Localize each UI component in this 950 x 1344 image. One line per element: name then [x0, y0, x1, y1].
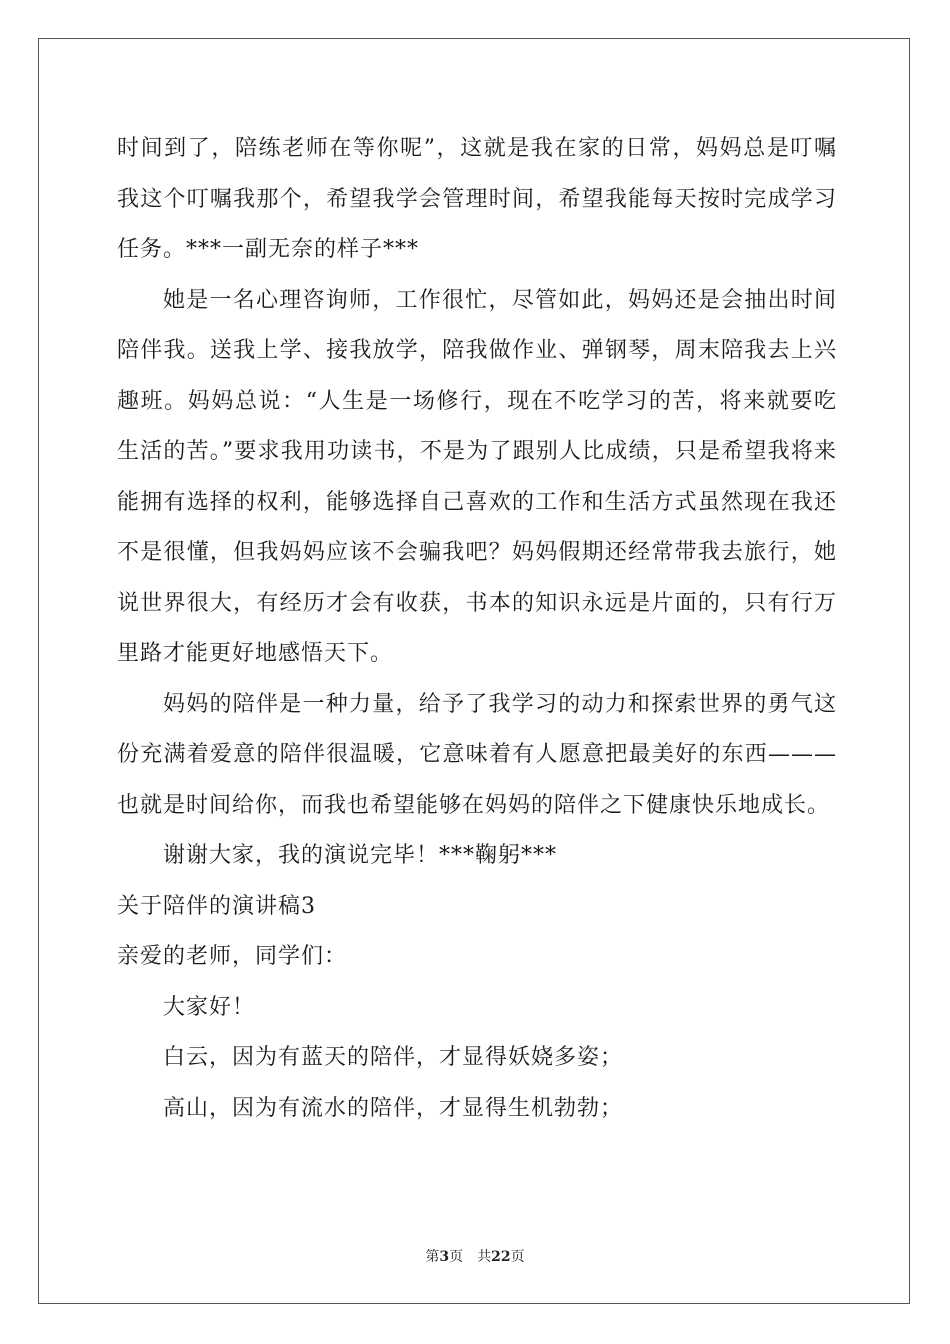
page-prefix: 第	[425, 1249, 440, 1265]
paragraph-mountains: 高山，因为有流水的陪伴，才显得生机勃勃；	[163, 1095, 624, 1121]
page-unit: 页	[449, 1249, 464, 1265]
greeting: 大家好！	[163, 994, 256, 1020]
paragraph-continued: 时间到了，陪练老师在等你呢”，这就是我在家的日常，妈妈总是叮嘱我这个叮嘱我那个，希望我学会管理时间，希望我能每天按时完成学习任务。***一副无奈的样子***	[117, 136, 837, 262]
page-footer	[0, 1246, 950, 1266]
paragraph-mother-work: 她是一名心理咨询师，工作很忙，尽管如此，妈妈还是会抽出时间陪伴我。送我上学、接我放学，陪我做作业、弹钢琴，周末陪我去上兴趣班。妈妈总说：“人生是一场修行，现在不吃学习的苦，将来就要吃生活的苦。”要求我用功读书，不是为了跟别人比成绩，只是希望我将来能拥有选择的权利，能够选择自己喜欢的工作和生活方式虽然现在我还不是很懂，但我妈妈应该不会骗我吧？妈妈假期还经常带我去旅行，她说世界很大，有经历才会有收获，书本的知识永远是片面的，只有行万里路才能更好地感悟天下。	[117, 287, 837, 666]
paragraph-clouds: 白云，因为有蓝天的陪伴，才显得妖娆多姿；	[163, 1045, 624, 1070]
total-unit: 页	[510, 1249, 525, 1265]
document-body	[117, 124, 837, 1134]
paragraph-companionship-power: 妈妈的陪伴是一种力量，给予了我学习的动力和探索世界的勇气这份充满着爱意的陪伴很温暖，它意味着有人愿意把最美好的东西———也就是时间给你，而我也希望能够在妈妈的陪伴之下健康快乐地成长。	[117, 691, 837, 818]
total-prefix: 共	[477, 1249, 492, 1265]
current-page-number: 3	[439, 1249, 450, 1265]
paragraph-closing-thanks: 谢谢大家，我的演说完毕！***鞠躬***	[163, 843, 558, 868]
total-page-count: 22	[491, 1249, 511, 1265]
salutation: 亲爱的老师，同学们：	[117, 944, 348, 969]
section-heading: 关于陪伴的演讲稿3	[117, 893, 316, 919]
